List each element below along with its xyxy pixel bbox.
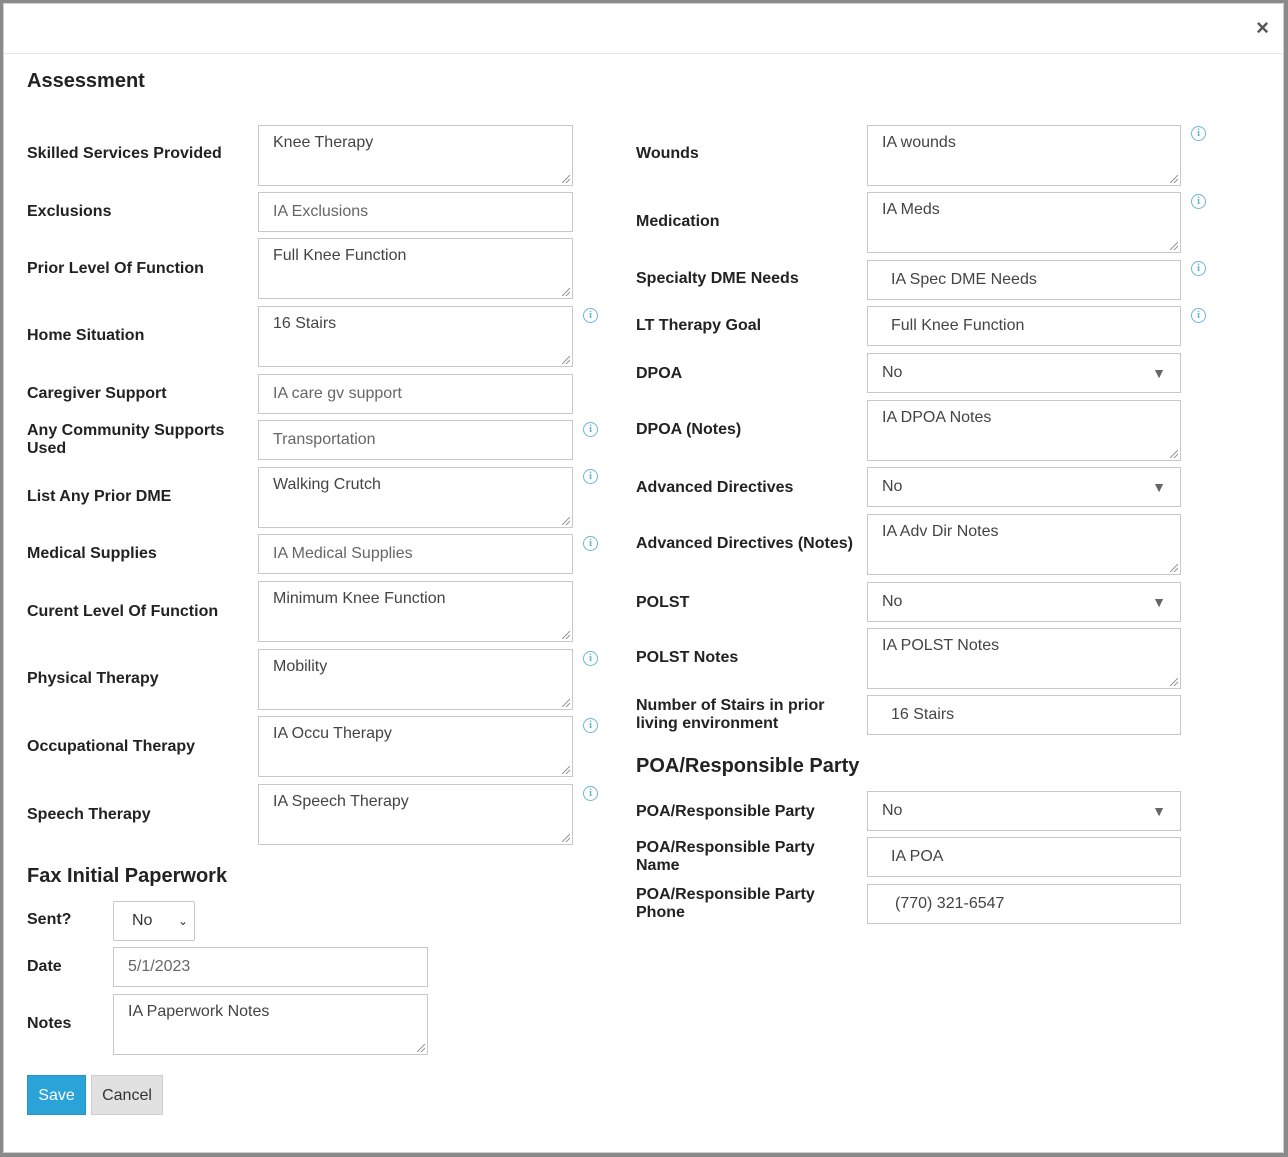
poa-value: No	[882, 802, 903, 819]
label-physical-therapy: Physical Therapy	[27, 670, 159, 687]
prior-dme-textarea[interactable]: Walking Crutch	[258, 467, 573, 528]
modal-header	[4, 4, 1283, 54]
poa-phone-input[interactable]: (770) 321-6547	[867, 884, 1181, 924]
info-icon[interactable]: i	[583, 786, 598, 801]
dpoa-select[interactable]	[867, 353, 1181, 393]
dpoa-notes-textarea[interactable]: IA DPOA Notes	[867, 400, 1181, 461]
speech-therapy-textarea[interactable]: IA Speech Therapy	[258, 784, 573, 845]
dropdown-arrow-icon: ▼	[1152, 479, 1166, 495]
label-lt-therapy-goal: LT Therapy Goal	[636, 317, 762, 334]
wounds-textarea[interactable]: IA wounds	[867, 125, 1181, 186]
label-medical-supplies: Medical Supplies	[27, 545, 157, 562]
label-notes: Notes	[27, 1015, 72, 1032]
current-level-function-textarea[interactable]: Minimum Knee Function	[258, 581, 573, 642]
info-icon[interactable]: i	[583, 718, 598, 733]
dropdown-arrow-icon: ▼	[1152, 803, 1166, 819]
label-poa-name: POA/Responsible Party Name	[636, 839, 815, 874]
poa-title: POA/Responsible Party	[636, 755, 860, 777]
notes-textarea[interactable]: IA Paperwork Notes	[113, 994, 428, 1055]
info-icon[interactable]: i	[1191, 126, 1206, 141]
occupational-therapy-textarea[interactable]: IA Occu Therapy	[258, 716, 573, 777]
label-sent: Sent?	[27, 911, 72, 928]
community-supports-input[interactable]: Transportation	[258, 420, 573, 460]
stairs-prior-input[interactable]: 16 Stairs	[867, 695, 1181, 735]
label-polst: POLST	[636, 594, 690, 611]
date-input[interactable]: 5/1/2023	[113, 947, 428, 987]
label-exclusions: Exclusions	[27, 203, 112, 220]
label-dpoa-notes: DPOA (Notes)	[636, 421, 742, 438]
exclusions-input[interactable]: IA Exclusions	[258, 192, 573, 232]
advanced-directives-value: No	[882, 478, 903, 495]
home-situation-textarea[interactable]: 16 Stairs	[258, 306, 573, 367]
label-date: Date	[27, 958, 62, 975]
advanced-directives-notes-textarea[interactable]: IA Adv Dir Notes	[867, 514, 1181, 575]
label-current-level-function: Curent Level Of Function	[27, 603, 219, 620]
poa-select[interactable]	[867, 791, 1181, 831]
label-poa-phone: POA/Responsible Party Phone	[636, 886, 815, 921]
fax-title: Fax Initial Paperwork	[27, 865, 228, 887]
label-advanced-directives: Advanced Directives	[636, 479, 794, 496]
chevron-down-icon: ⌄	[177, 914, 188, 928]
label-skilled-services: Skilled Services Provided	[27, 145, 222, 162]
label-wounds: Wounds	[636, 145, 699, 162]
skilled-services-textarea[interactable]: Knee Therapy	[258, 125, 573, 186]
info-icon[interactable]: i	[583, 308, 598, 323]
label-polst-notes: POLST Notes	[636, 649, 739, 666]
info-icon[interactable]: i	[1191, 194, 1206, 209]
label-home-situation: Home Situation	[27, 327, 145, 344]
medical-supplies-input[interactable]: IA Medical Supplies	[258, 534, 573, 574]
info-icon[interactable]: i	[583, 651, 598, 666]
label-prior-level-function: Prior Level Of Function	[27, 260, 204, 277]
polst-value: No	[882, 593, 903, 610]
assessment-title: Assessment	[27, 70, 145, 92]
label-occupational-therapy: Occupational Therapy	[27, 738, 196, 755]
poa-name-input[interactable]: IA POA	[867, 837, 1181, 877]
lt-therapy-goal-input[interactable]: Full Knee Function	[867, 306, 1181, 346]
label-stairs-prior: Number of Stairs in prior living environment	[636, 697, 825, 732]
medication-textarea[interactable]: IA Meds	[867, 192, 1181, 253]
dropdown-arrow-icon: ▼	[1152, 365, 1166, 381]
close-icon[interactable]: ×	[1256, 15, 1269, 40]
specialty-dme-input[interactable]: IA Spec DME Needs	[867, 260, 1181, 300]
sent-select[interactable]	[113, 901, 195, 941]
dpoa-value: No	[882, 364, 903, 381]
cancel-button[interactable]: Cancel	[91, 1075, 163, 1115]
label-community-supports: Any Community Supports Used	[27, 422, 225, 457]
info-icon[interactable]: i	[583, 422, 598, 437]
info-icon[interactable]: i	[583, 469, 598, 484]
label-prior-dme: List Any Prior DME	[27, 488, 172, 505]
assessment-modal	[3, 3, 1284, 1153]
polst-select[interactable]	[867, 582, 1181, 622]
label-speech-therapy: Speech Therapy	[27, 806, 151, 823]
dropdown-arrow-icon: ▼	[1152, 594, 1166, 610]
info-icon[interactable]: i	[1191, 261, 1206, 276]
save-button[interactable]: Save	[27, 1075, 86, 1115]
info-icon[interactable]: i	[583, 536, 598, 551]
label-poa: POA/Responsible Party	[636, 803, 815, 820]
physical-therapy-textarea[interactable]: Mobility	[258, 649, 573, 710]
label-caregiver-support: Caregiver Support	[27, 385, 167, 402]
label-specialty-dme: Specialty DME Needs	[636, 270, 799, 287]
label-medication: Medication	[636, 213, 720, 230]
caregiver-support-input[interactable]: IA care gv support	[258, 374, 573, 414]
label-dpoa: DPOA	[636, 365, 683, 382]
sent-value: No	[132, 912, 153, 929]
advanced-directives-select[interactable]	[867, 467, 1181, 507]
polst-notes-textarea[interactable]: IA POLST Notes	[867, 628, 1181, 689]
prior-level-function-textarea[interactable]: Full Knee Function	[258, 238, 573, 299]
label-advanced-directives-notes: Advanced Directives (Notes)	[636, 535, 853, 552]
info-icon[interactable]: i	[1191, 308, 1206, 323]
